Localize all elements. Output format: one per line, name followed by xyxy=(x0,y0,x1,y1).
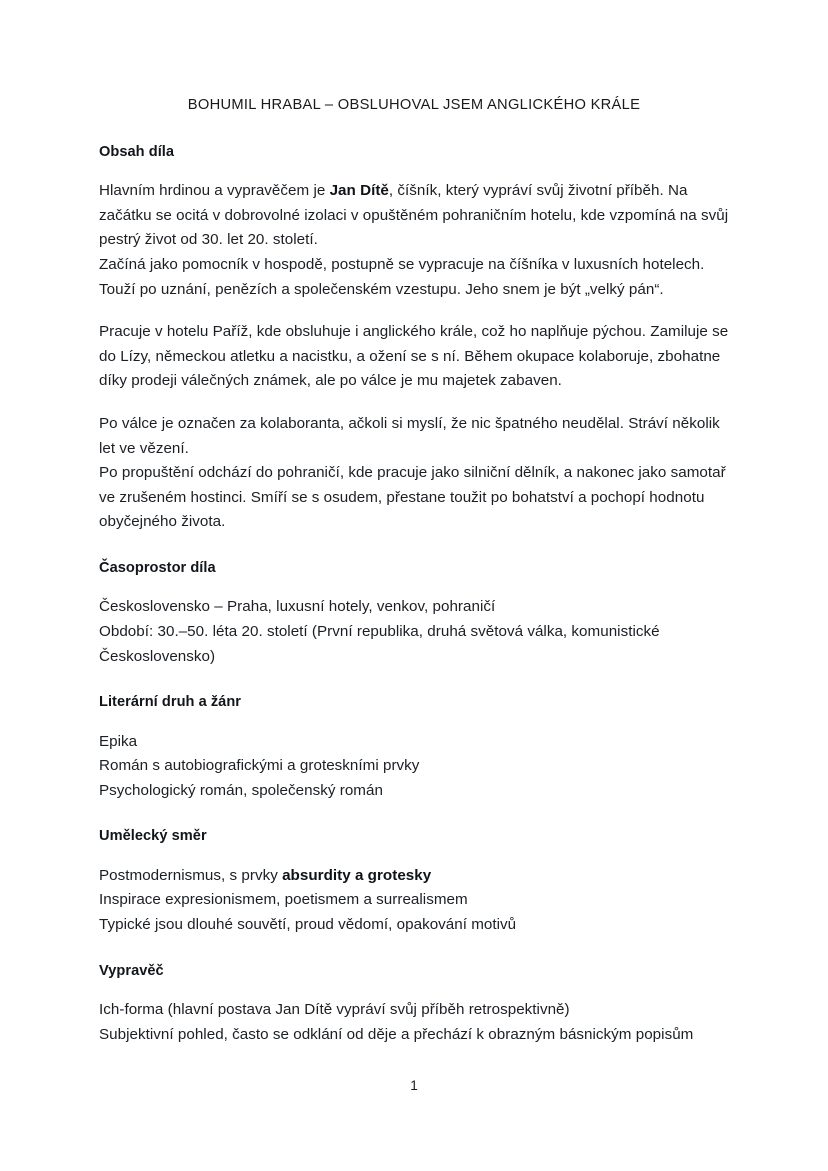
heading-umelecky-smer: Umělecký směr xyxy=(99,828,207,845)
vypravec-line-1: Ich-forma (hlavní postava Jan Dítě vypráví svůj příběh retrospektivně) xyxy=(99,1001,570,1019)
spacer xyxy=(99,162,729,179)
paragraph-druh-zanr xyxy=(99,730,729,804)
paragraph-vypravec xyxy=(99,998,729,1047)
druh-zanr-line-3: Psychologický román, společenský román xyxy=(99,781,383,799)
emphasis-absurdity-a-grotesky: absurdity a grotesky xyxy=(282,866,432,884)
paragraph-umelecky-smer xyxy=(99,864,729,938)
vypravec-line-2: Subjektivní pohled, často se odklání od děje a přechází k obrazným básnickým popisům xyxy=(99,1025,694,1043)
paragraph-text-lead: Hlavním hrdinou a vypravěčem je xyxy=(99,182,330,200)
paragraph-obsah-2: Pracuje v hotelu Paříž, kde obsluhuje i anglického krále, což ho naplňuje pýchou. Zamiluje se do Lízy, německou atletku a nacistku, a ožení se s ní. Během okupace kolaboruje, zbohatne díky prodeji válečných známek, ale po válce je mu majetek zabaven. xyxy=(99,323,729,390)
page-title: BOHUMIL HRABAL – OBSLUHOVAL JSEM ANGLICKÉHO KRÁLE xyxy=(187,97,641,113)
paragraph-text-tail: , číšník, který vypráví svůj životní příběh. Na začátku se ocitá v dobrovolné izolaci v opuštěném pohraničním hotelu, kde vzpomíná na svůj pestrý život od 30. let 20. století. xyxy=(99,182,729,249)
spacer xyxy=(99,578,729,595)
umelecky-smer-line-1-lead: Postmodernismus, s prvky xyxy=(99,866,283,884)
page-number: 1 xyxy=(410,1078,418,1093)
spacer xyxy=(99,535,729,558)
umelecky-smer-line-3: Typické jsou dlouhé souvětí, proud vědomí, opakování motivů xyxy=(99,916,517,933)
spacer xyxy=(99,803,729,826)
spacer xyxy=(99,302,729,320)
spacer xyxy=(99,938,729,961)
spacer xyxy=(99,713,729,730)
heading-obsah-dila: Obsah díla xyxy=(99,143,175,160)
paragraph-obsah-1 xyxy=(99,179,729,302)
heading-casoprostor-dila: Časoprostor díla xyxy=(99,559,216,576)
spacer xyxy=(99,981,729,998)
document-content xyxy=(99,96,729,1047)
heading-vypravec: Vypravěč xyxy=(99,962,164,979)
paragraph-text-line-2: Po propuštění odchází do pohraničí, kde pracuje jako silniční dělník, a nakonec jako samotař ve zrušeném hostinci. Smíří se s osudem, přestane toužit po bohatství a pochopí hodnotu obyčejného života. xyxy=(99,464,726,531)
paragraph-text-second-line: Začíná jako pomocník v hospodě, postupně se vypracuje na číšníka v luxusních hotelech. Touží po uznání, penězích a společenském vzestupu. Jeho snem je být „velký pán“. xyxy=(99,256,705,298)
heading-literarni-druh-a-zanr: Literární druh a žánr xyxy=(99,694,242,711)
paragraph-text-line-1: Po válce je označen za kolaboranta, ačkoli si myslí, že nic špatného neudělal. Stráví několik let ve vězení. xyxy=(99,415,720,457)
casoprostor-line-2: Období: 30.–50. léta 20. století (První republika, druhá světová válka, komunistické Československo) xyxy=(99,623,660,665)
emphasis-jan-dite: Jan Dítě xyxy=(329,182,389,200)
spacer xyxy=(99,669,729,692)
druh-zanr-line-1: Epika xyxy=(99,732,138,750)
paragraph-casoprostor xyxy=(99,595,729,669)
druh-zanr-line-2: Román s autobiografickými a groteskními prvky xyxy=(99,757,420,775)
paragraph-obsah-3 xyxy=(99,412,729,535)
umelecky-smer-line-2: Inspirace expresionismem, poetismem a surrealismem xyxy=(99,891,468,909)
spacer xyxy=(99,394,729,412)
spacer xyxy=(99,847,729,864)
casoprostor-line-1: Československo – Praha, luxusní hotely, venkov, pohraničí xyxy=(99,598,496,616)
